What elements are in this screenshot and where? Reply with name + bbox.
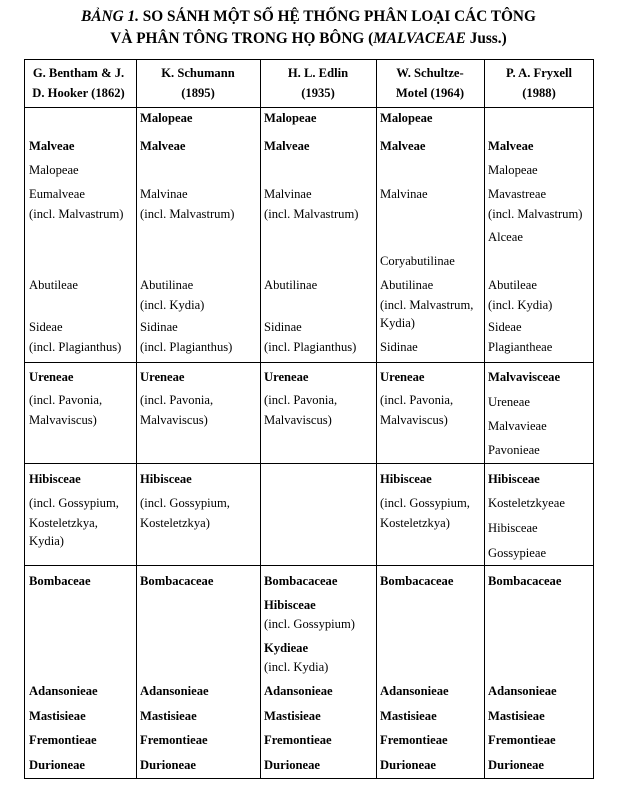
taxon-name: Adansonieae [380,684,449,698]
taxon-note: Coryabutilinae [380,254,455,268]
taxon-note: (incl. Malvastrum) [140,207,235,221]
taxon-note: (incl. Plagianthus) [264,340,357,354]
column-divider [484,60,485,778]
taxon-name: Durioneae [264,758,320,772]
taxon-note: Malvaviscus) [380,413,448,427]
column-header: G. Bentham & J. [32,66,125,80]
column-header: D. Hooker (1862) [32,86,125,100]
taxon-name: Fremontieae [29,733,97,747]
taxon-note: Kosteletzkya, [29,516,98,530]
taxon-name: Malvavisceae [488,370,561,384]
column-divider [260,60,261,778]
taxon-name: Mastisieae [264,709,321,723]
taxon-name: Ureneae [29,370,74,384]
title-author: Juss.) [465,30,507,47]
taxon-note: Ureneae [488,395,530,409]
taxon-name: Fremontieae [488,733,556,747]
taxon-note: (incl. Plagianthus) [29,340,122,354]
taxon-note: Malvinae [140,187,188,201]
taxon-name: Fremontieae [140,733,208,747]
taxon-name: Ureneae [264,370,309,384]
taxon-name: Malveae [380,139,426,153]
taxon-note: Sideae [488,320,522,334]
taxon-note: Plagiantheae [488,340,553,354]
taxon-note: Sidinae [264,320,302,334]
taxon-note: (incl. Malvastrum) [29,207,124,221]
taxon-note: (incl. Kydia) [264,660,329,674]
taxon-name: Malopeae [380,111,433,125]
classification-table [24,59,594,779]
taxon-note: Kydia) [29,534,64,548]
taxon-note: Kydia) [380,316,415,330]
taxon-name: Mastisieae [488,709,545,723]
taxon-name: Adansonieae [29,684,98,698]
row-divider [25,362,593,363]
row-divider [25,565,593,566]
taxon-note: Sidinae [380,340,418,354]
taxon-name: Mastisieae [380,709,437,723]
taxon-note: Abutilinae [140,278,194,292]
taxon-name: Durioneae [488,758,544,772]
taxon-note: Abutileae [29,278,78,292]
taxon-name: Bombacaceae [380,574,454,588]
column-header: (1935) [301,86,335,100]
taxon-note: Mavastreae [488,187,547,201]
taxon-name: Durioneae [380,758,436,772]
title-line-1 [0,6,617,28]
taxon-name: Ureneae [380,370,425,384]
taxon-name: Mastisieae [140,709,197,723]
taxon-name: Durioneae [140,758,196,772]
taxon-note: (incl. Gossypium) [264,617,355,631]
taxon-note: (incl. Gossypium, [29,496,119,510]
taxon-name: Malveae [488,139,534,153]
taxon-note: (incl. Gossypium, [140,496,230,510]
taxon-note: (incl. Malvastrum) [264,207,359,221]
taxon-note: Eumalveae [29,187,85,201]
taxon-note: (incl. Pavonia, [380,393,454,407]
taxon-note: (incl. Kydia) [488,298,553,312]
taxon-note: Malvaviscus) [29,413,97,427]
taxon-note: Pavonieae [488,443,540,457]
taxon-note: (incl. Gossypium, [380,496,470,510]
taxon-note: Alceae [488,230,523,244]
table-title [0,6,617,50]
column-header: (1988) [522,86,556,100]
taxon-name: Mastisieae [29,709,86,723]
taxon-note: Malvavieae [488,419,547,433]
taxon-note: Malvaviscus) [264,413,332,427]
taxon-note: (incl. Malvastrum) [488,207,583,221]
taxon-note: Kosteletzkya) [380,516,450,530]
row-divider [25,107,593,108]
taxon-name: Hibisceae [140,472,192,486]
taxon-name: Malveae [264,139,310,153]
column-header: P. A. Fryxell [506,66,572,80]
taxon-note: (incl. Malvastrum, [380,298,474,312]
title-line-2 [0,28,617,50]
taxon-note: Malvaviscus) [140,413,208,427]
taxon-note: (incl. Pavonia, [29,393,103,407]
column-header: H. L. Edlin [287,66,349,80]
taxon-name: Kydieae [264,641,309,655]
taxon-name: Hibisceae [264,598,316,612]
taxon-note: Hibisceae [488,521,538,535]
column-header: Motel (1964) [395,86,465,100]
taxon-note: (incl. Plagianthus) [140,340,233,354]
column-header: W. Schultze- [396,66,464,80]
taxon-name: Malopeae [264,111,317,125]
taxon-note: Abutilinae [264,278,318,292]
taxon-name: Fremontieae [264,733,332,747]
taxon-name: Adansonieae [264,684,333,698]
title-table-number: BẢNG 1. [81,8,139,25]
taxon-name: Malopeae [140,111,193,125]
taxon-name: Fremontieae [380,733,448,747]
taxon-name: Bombaceae [29,574,91,588]
taxon-note: Malvinae [264,187,312,201]
taxon-note: Gossypieae [488,546,547,560]
column-header: K. Schumann [161,66,235,80]
taxon-name: Malveae [29,139,75,153]
taxon-note: Sideae [29,320,63,334]
taxon-name: Bombacaceae [488,574,562,588]
title-family-name: MALVACEAE [373,30,466,47]
taxon-note: Sidinae [140,320,178,334]
taxon-name: Hibisceae [29,472,81,486]
taxon-note: Malvinae [380,187,428,201]
column-header: (1895) [181,86,215,100]
taxon-note: (incl. Pavonia, [140,393,214,407]
taxon-name: Malveae [140,139,186,153]
taxon-note: (incl. Pavonia, [264,393,338,407]
taxon-name: Hibisceae [380,472,432,486]
column-divider [376,60,377,778]
taxon-name: Adansonieae [140,684,209,698]
taxon-note: Kosteletzkya) [140,516,210,530]
taxon-note: Malopeae [488,163,538,177]
taxon-name: Hibisceae [488,472,540,486]
taxon-note: (incl. Kydia) [140,298,205,312]
taxon-note: Abutileae [488,278,537,292]
taxon-name: Bombacaceae [264,574,338,588]
title-heading-cont: VÀ PHÂN TÔNG TRONG HỌ BÔNG ( [110,30,374,47]
taxon-note: Malopeae [29,163,79,177]
taxon-name: Adansonieae [488,684,557,698]
taxon-name: Ureneae [140,370,185,384]
taxon-note: Kosteletzkyeae [488,496,565,510]
row-divider [25,463,593,464]
column-divider [136,60,137,778]
taxon-note: Abutilinae [380,278,434,292]
title-heading: SO SÁNH MỘT SỐ HỆ THỐNG PHÂN LOẠI CÁC TÔNG [138,8,536,25]
taxon-name: Durioneae [29,758,85,772]
taxon-name: Bombacaceae [140,574,214,588]
